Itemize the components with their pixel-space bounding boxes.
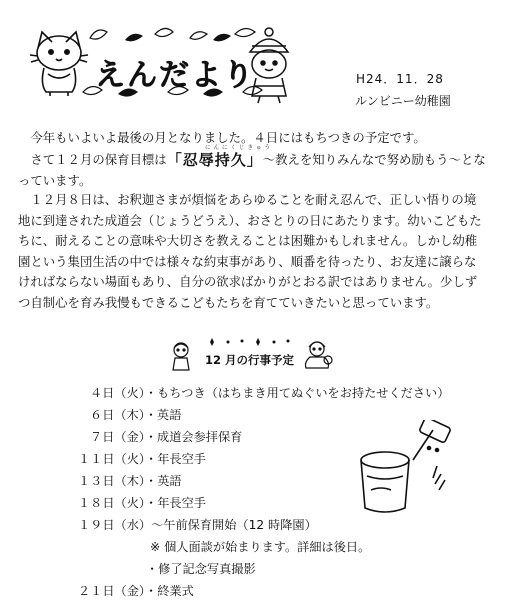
list-item: １８日（火）・年長空手 [78, 496, 206, 510]
list-item: １３日（木）・英語 [78, 474, 182, 488]
child-icon [165, 340, 197, 372]
issue-date: H24．11．28 [356, 72, 444, 86]
list-item-note: ・修了記念写真撮影 [146, 562, 256, 576]
list-item: ６日（木）・英語 [90, 408, 182, 422]
list-item: ４日（火）・もちつき（はちまき用てぬぐいをお持たせください） [90, 386, 450, 400]
list-item: １９日（水）～午前保育開始（12 時降園） [78, 518, 317, 532]
paragraph-intro: 今年もいよいよ最後の月となりました。４日にはもちつきの予定です。 [30, 130, 426, 145]
events-title: 12 月の行事予定 [205, 353, 295, 367]
child-icon [300, 338, 334, 370]
paragraph-goal: さて１２月の保育目標は「忍辱持久」～教えを知りみんなで努め励もう～となっています。 [18, 151, 486, 188]
list-item-note: ※ 個人面談が始まります。詳細は後日。 [150, 540, 371, 554]
monthly-goal: 「忍辱持久」 [166, 151, 263, 169]
paragraph-main: １２月８日は、お釈迦さまが煩悩をあらゆることを耐え忍んで、正しい悟りの境地に到達された成道会（じょうどうえ）、おさとりの日にあたります。幼いこどもたちに、耐えることの意味や大切さを教えることは困難かもしれません。しかし幼稚園という集団生活の中では様々な約束事があり、順番を待ったり、お友達に譲らなければならない場面もあり、自分の欲求ばかりがとおる訳ではありません。少しずつ自制心を育み我慢もできるこどもたちを育てていきたいと思っています。 [18, 192, 482, 310]
list-item: ７日（金）・成道会参拝保育 [90, 430, 243, 444]
list-item: １１日（火）・年長空手 [78, 452, 206, 466]
list-item: ２１日（金）・終業式 [78, 584, 194, 598]
mochi-pounding-icon [355, 420, 455, 520]
page-title: えんだより [95, 58, 255, 93]
goal-ruby: にんにくじきゅう [205, 145, 274, 151]
school-name: ルンビニー幼稚園 [355, 94, 451, 108]
